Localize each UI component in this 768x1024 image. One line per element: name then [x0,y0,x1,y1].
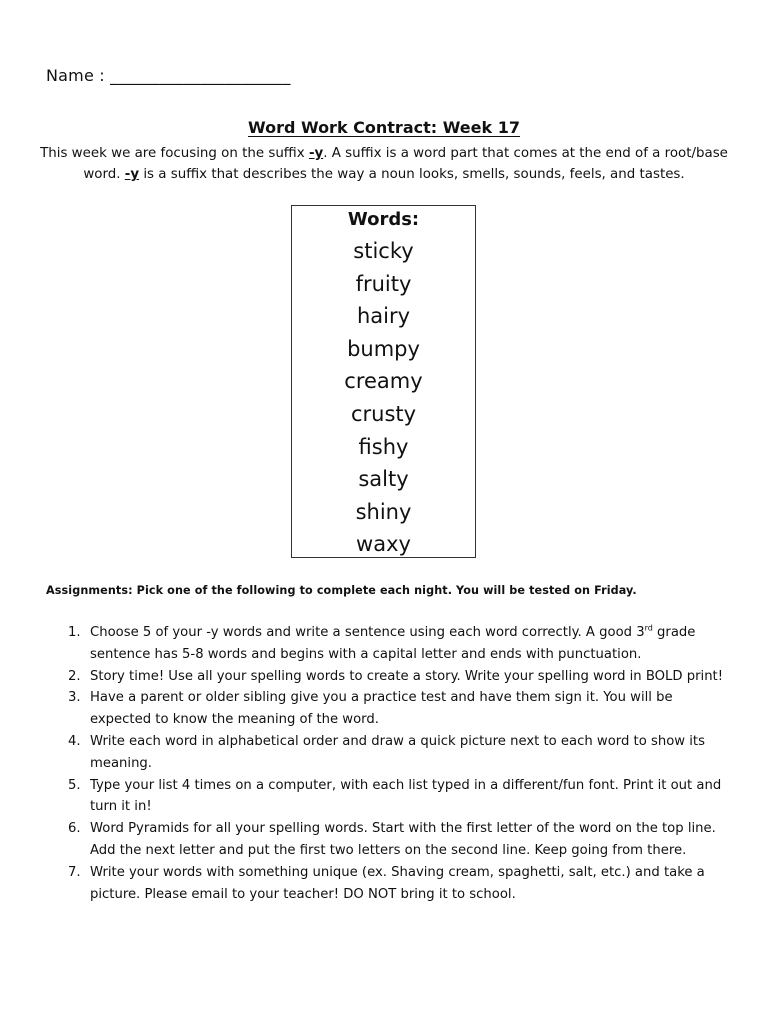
assignment-text: Type your list 4 times on a computer, with each list typed in a different/fun font. Print it out and turn it in! [90,777,722,815]
suffix-highlight-1: -y [308,146,324,161]
assignment-number: 3. [68,690,81,706]
intro-text-2: . A suffix is a word part that comes at the end of a root/base word. [83,146,728,182]
assignment-text-cont: grade sentence has 5-8 words and begins with a capital letter and ends with punctuation. [90,625,696,662]
assignment-text: Have a parent or older sibling give you a practice test and have them sign it. You will be expected to know the meaning of the word. [90,690,673,728]
assignment-item [60,666,730,688]
assignment-item [60,622,730,666]
word-item: bumpy [347,336,420,361]
assignment-text: Word Pyramids for all your spelling words. Start with the first letter of the word on the top line. Add the next letter and put the first two letters on the second line. Keep going from there. [90,821,716,858]
assignments-heading: Assignments: Pick one of the following to complete each night. You will be tested on Friday. [46,584,637,597]
assignment-item [60,775,730,819]
assignment-number: 6. [68,821,81,837]
word-item: waxy [356,532,411,557]
assignment-number: 7. [68,864,81,880]
intro-text-3: is a suffix that describes the way a noun looks, smells, sounds, feels, and tastes. [139,167,685,182]
assignments-list [60,622,730,905]
assignment-number: 1. [68,625,81,640]
intro-text-1: This week we are focusing on the suffix [40,146,309,161]
assignment-item [60,731,730,775]
word-item: sticky [353,239,414,263]
assignment-text: Story time! Use all your spelling words to create a story. Write your spelling word in BOLD print! [90,668,724,684]
word-item: crusty [350,401,417,426]
suffix-highlight-2: -y [124,167,140,182]
page-title: Word Work Contract: Week 17 [248,118,520,137]
word-item: shiny [355,499,412,524]
assignment-text: Choose 5 of your -y words and write a sentence using each word correctly. A good 3 [90,625,645,640]
assignment-number: 5. [68,777,81,793]
intro-paragraph [40,143,728,185]
name-field-line: Name : ______________________ [46,66,291,85]
assignment-item [60,687,730,731]
assignment-number: 4. [68,733,81,749]
word-item: hairy [356,304,411,329]
assignment-text: Write each word in alphabetical order and draw a quick picture next to each word to show its meaning. [90,733,705,771]
assignment-item [60,862,730,906]
word-item: fishy [358,434,409,459]
assignment-text: Write your words with something unique (ex. Shaving cream, spaghetti, salt, etc.) and take a picture. Please email to your teacher! DO NOT bring it to school. [90,864,705,902]
assignment-item [60,818,730,862]
word-item: creamy [344,369,423,394]
word-list-box [291,205,476,558]
assignment-number: 2. [68,668,81,684]
word-item: fruity [355,271,412,296]
word-list-heading: Words: [347,209,420,230]
word-item: salty [358,467,409,492]
ordinal-suffix: rd [644,623,653,633]
word-list [292,235,475,561]
